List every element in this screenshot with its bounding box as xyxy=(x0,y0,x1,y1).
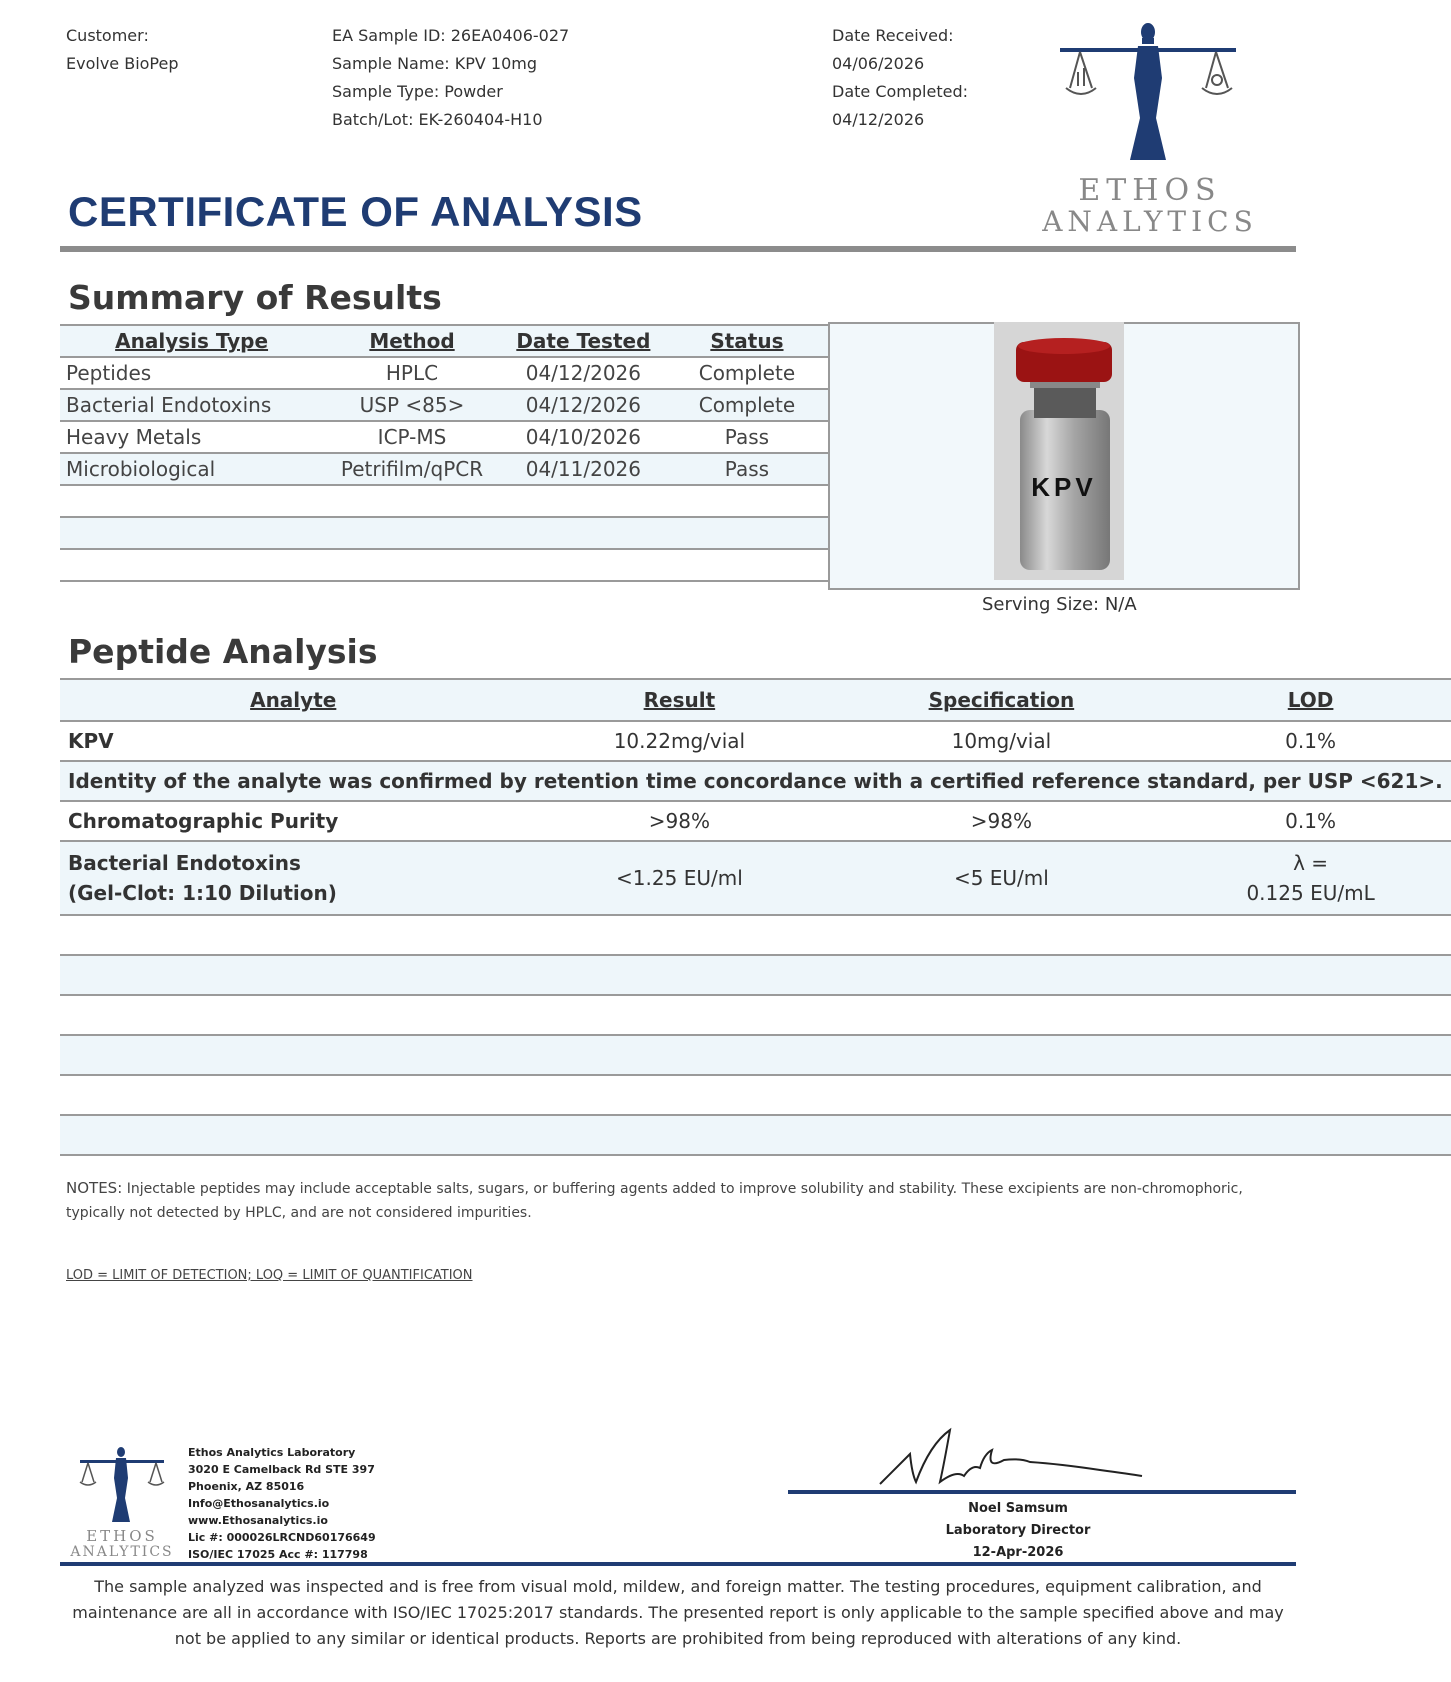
endotoxin-lod-1: λ = xyxy=(1293,851,1329,875)
cell-status: Complete xyxy=(666,389,828,421)
logo-line-1: ETHOS xyxy=(1078,173,1222,208)
lab-license: Lic #: 000026LRCND60176649 xyxy=(188,1531,376,1544)
table-row xyxy=(60,801,1451,841)
cell-result: <1.25 EU/ml xyxy=(526,841,832,915)
lod-definition: LOD = LIMIT OF DETECTION; LOQ = LIMIT OF QUANTIFICATION xyxy=(66,1268,473,1283)
date-completed: 04/12/2026 xyxy=(832,110,925,129)
summary-heading: Summary of Results xyxy=(68,278,442,317)
lab-info xyxy=(188,1444,376,1563)
date-received-label: Date Received: xyxy=(832,26,954,45)
customer-block xyxy=(66,22,179,78)
cell-date: 04/11/2026 xyxy=(501,453,666,485)
lab-iso: ISO/IEC 17025 Acc #: 117798 xyxy=(188,1548,368,1561)
col-analyte: Analyte xyxy=(60,679,526,721)
cell-lod: 0.1% xyxy=(1170,721,1450,761)
footer-divider xyxy=(60,1562,1296,1566)
summary-header-row xyxy=(60,325,828,357)
empty-row xyxy=(60,1115,1451,1155)
empty-row xyxy=(60,995,1451,1035)
cell-result: 10.22mg/vial xyxy=(526,721,832,761)
signature-image xyxy=(860,1424,1150,1496)
lab-website: www.Ethosanalytics.io xyxy=(188,1514,328,1527)
cell-status: Pass xyxy=(666,453,828,485)
customer-value: Evolve BioPep xyxy=(66,54,179,73)
peptide-table xyxy=(60,678,1451,1156)
sample-block xyxy=(332,22,569,134)
col-specification: Specification xyxy=(832,679,1170,721)
lab-address-2: Phoenix, AZ 85016 xyxy=(188,1480,305,1493)
sample-name: Sample Name: KPV 10mg xyxy=(332,54,538,73)
cell-date: 04/12/2026 xyxy=(501,389,666,421)
vial-image xyxy=(830,324,1298,588)
summary-table xyxy=(60,324,828,582)
table-row xyxy=(60,389,828,421)
dates-block xyxy=(832,22,968,134)
logo-line-2: ANALYTICS xyxy=(1042,205,1258,238)
batch-lot: Batch/Lot: EK-260404-H10 xyxy=(332,110,543,129)
empty-row xyxy=(60,915,1451,955)
table-row xyxy=(60,841,1451,915)
table-row xyxy=(60,453,828,485)
lab-name: Ethos Analytics Laboratory xyxy=(188,1446,356,1459)
lab-address-1: 3020 E Camelback Rd STE 397 xyxy=(188,1463,375,1476)
sign-date: 12-Apr-2026 xyxy=(972,1545,1064,1560)
cell-spec: 10mg/vial xyxy=(832,721,1170,761)
serving-size: Serving Size: N/A xyxy=(982,594,1137,615)
notes-text: Injectable peptides may include acceptable salts, sugars, or buffering agents added to improve solubility and stability. These excipients are non-chromophoric, typically not detected by HPLC, and are not considered impurities. xyxy=(66,1181,1243,1221)
notes-block xyxy=(66,1176,1266,1225)
cell-spec: <5 EU/ml xyxy=(832,841,1170,915)
identity-note: Identity of the analyte was confirmed by retention time concordance with a certified reference standard, per USP <621>. xyxy=(60,761,1451,801)
cell-lod: 0.1% xyxy=(1170,801,1450,841)
empty-row xyxy=(60,1035,1451,1075)
identity-note-row xyxy=(60,761,1451,801)
cell-method: USP <85> xyxy=(323,389,501,421)
empty-row xyxy=(60,549,828,581)
cell-date: 04/12/2026 xyxy=(501,357,666,389)
peptide-heading: Peptide Analysis xyxy=(68,632,378,671)
endotoxin-name-1: Bacterial Endotoxins xyxy=(68,851,301,875)
sample-id: EA Sample ID: 26EA0406-027 xyxy=(332,26,570,45)
empty-row xyxy=(60,1075,1451,1115)
endotoxin-lod-2: 0.125 EU/mL xyxy=(1246,881,1375,905)
footer-logo-line-1: ETHOS xyxy=(86,1527,158,1545)
product-image-box xyxy=(828,322,1300,590)
signer-title: Laboratory Director xyxy=(945,1523,1091,1538)
cell-analysis-type: Microbiological xyxy=(60,453,323,485)
ethos-logo xyxy=(1040,18,1260,238)
title-divider xyxy=(60,246,1296,252)
cell-method: ICP-MS xyxy=(323,421,501,453)
cell-analysis-type: Bacterial Endotoxins xyxy=(60,389,323,421)
document-title: CERTIFICATE OF ANALYSIS xyxy=(68,188,643,235)
signer-block xyxy=(788,1498,1248,1564)
col-status: Status xyxy=(666,325,828,357)
footer-logo xyxy=(64,1444,180,1560)
lady-justice-icon xyxy=(64,1444,180,1524)
cell-result: >98% xyxy=(526,801,832,841)
cell-analysis-type: Peptides xyxy=(60,357,323,389)
col-analysis-type: Analysis Type xyxy=(60,325,323,357)
signer-name: Noel Samsum xyxy=(968,1501,1068,1516)
cell-method: Petrifilm/qPCR xyxy=(323,453,501,485)
sample-type: Sample Type: Powder xyxy=(332,82,503,101)
date-received: 04/06/2026 xyxy=(832,54,925,73)
cell-analyte: KPV xyxy=(60,721,526,761)
cell-status: Complete xyxy=(666,357,828,389)
notes-label: NOTES: xyxy=(66,1179,123,1197)
cell-date: 04/10/2026 xyxy=(501,421,666,453)
empty-row xyxy=(60,517,828,549)
peptide-header-row xyxy=(60,679,1451,721)
date-completed-label: Date Completed: xyxy=(832,82,968,101)
empty-row xyxy=(60,955,1451,995)
customer-label: Customer: xyxy=(66,26,149,45)
signature-line xyxy=(788,1490,1296,1494)
cell-status: Pass xyxy=(666,421,828,453)
table-row xyxy=(60,721,1451,761)
cell-analyte: Chromatographic Purity xyxy=(60,801,526,841)
vial-label: KPV xyxy=(1031,472,1097,502)
cell-lod xyxy=(1170,841,1450,915)
empty-row xyxy=(60,485,828,517)
table-row xyxy=(60,357,828,389)
disclaimer: The sample analyzed was inspected and is free from visual mold, mildew, and foreign matter. The testing procedures, equipment calibration, and maintenance are all in accordance with ISO/IEC 17025:2017 standards. The presented report is only applicable to the sample specified above and may not be applied to any similar or identical products. Reports are prohibited from being reproduced with alterations of any kind. xyxy=(72,1577,1284,1648)
col-method: Method xyxy=(323,325,501,357)
footer-logo-line-2: ANALYTICS xyxy=(70,1544,174,1560)
cell-spec: >98% xyxy=(832,801,1170,841)
col-date-tested: Date Tested xyxy=(501,325,666,357)
cell-method: HPLC xyxy=(323,357,501,389)
endotoxin-name-2: (Gel-Clot: 1:10 Dilution) xyxy=(68,881,337,905)
col-result: Result xyxy=(526,679,832,721)
cell-analyte xyxy=(60,841,526,915)
lady-justice-icon xyxy=(1040,18,1260,168)
lab-email: Info@Ethosanalytics.io xyxy=(188,1497,330,1510)
table-row xyxy=(60,421,828,453)
col-lod: LOD xyxy=(1170,679,1450,721)
cell-analysis-type: Heavy Metals xyxy=(60,421,323,453)
